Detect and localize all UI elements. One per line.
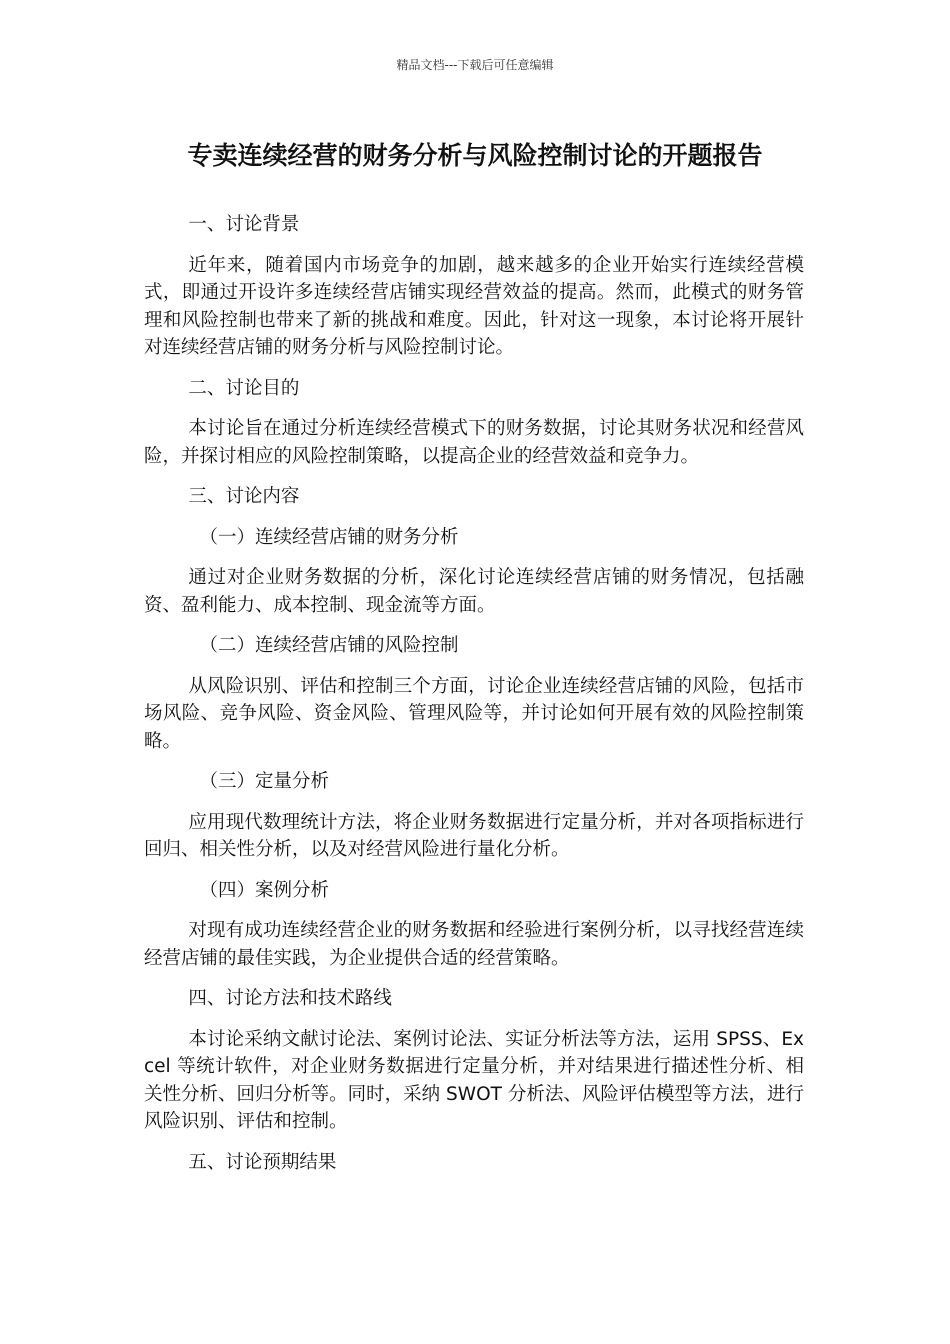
subsection-heading-case-analysis: （四）案例分析	[199, 879, 330, 901]
paragraph-risk-control: 从风险识别、评估和控制三个方面，讨论企业连续经营店铺的风险，包括市场风险、竞争风险、资金风险、管理风险等，并讨论如何开展有效的风险控制策略。	[144, 675, 804, 752]
document-title: 专卖连续经营的财务分析与风险控制讨论的开题报告	[187, 141, 763, 170]
paragraph-methods: 本讨论采纳文献讨论法、案例讨论法、实证分析法等方法，运用 SPSS、Excel 等统计软件，对企业财务数据进行定量分析，并对结果进行描述性分析、相关性分析、回归分析等。同时，采纳 SWOT 分析法、风险评估模型等方法，进行风险识别、评估和控制。	[144, 1028, 804, 1132]
paragraph-purpose: 本讨论旨在通过分析连续经营模式下的财务数据，讨论其财务状况和经营风险，并探讨相应的风险控制策略，以提高企业的经营效益和竞争力。	[144, 418, 804, 467]
section-heading-methods: 四、讨论方法和技术路线	[188, 988, 392, 1009]
paragraph-case-analysis: 对现有成功连续经营企业的财务数据和经验进行案例分析，以寻找经营连续经营店铺的最佳实践，为企业提供合适的经营策略。	[144, 920, 804, 969]
document-body	[144, 211, 804, 1189]
section-heading-purpose: 二、讨论目的	[188, 377, 300, 399]
section-heading-content: 三、讨论内容	[188, 486, 300, 507]
section-heading-background: 一、讨论背景	[188, 214, 300, 235]
paragraph-background: 近年来，随着国内市场竞争的加剧，越来越多的企业开始实行连续经营模式，即通过开设许多连续经营店铺实现经营效益的提高。然而，此模式的财务管理和风险控制也带来了新的挑战和难度。因此，针对这一现象，本讨论将开展针对连续经营店铺的财务分析与风险控制讨论。	[144, 254, 804, 358]
paragraph-financial-analysis: 通过对企业财务数据的分析，深化讨论连续经营店铺的财务情况，包括融资、盈利能力、成本控制、现金流等方面。	[144, 567, 804, 616]
subsection-heading-financial-analysis: （一）连续经营店铺的财务分析	[199, 526, 459, 548]
subsection-heading-quantitative-analysis: （三）定量分析	[199, 771, 330, 792]
subsection-heading-risk-control: （二）连续经营店铺的风险控制	[199, 635, 459, 656]
section-heading-expected-results: 五、讨论预期结果	[188, 1151, 337, 1173]
page-header: 精品文档---下载后可任意编辑	[396, 58, 554, 72]
paragraph-quantitative-analysis: 应用现代数理统计方法，将企业财务数据进行定量分析，并对各项指标进行回归、相关性分析，以及对经营风险进行量化分析。	[144, 811, 804, 860]
